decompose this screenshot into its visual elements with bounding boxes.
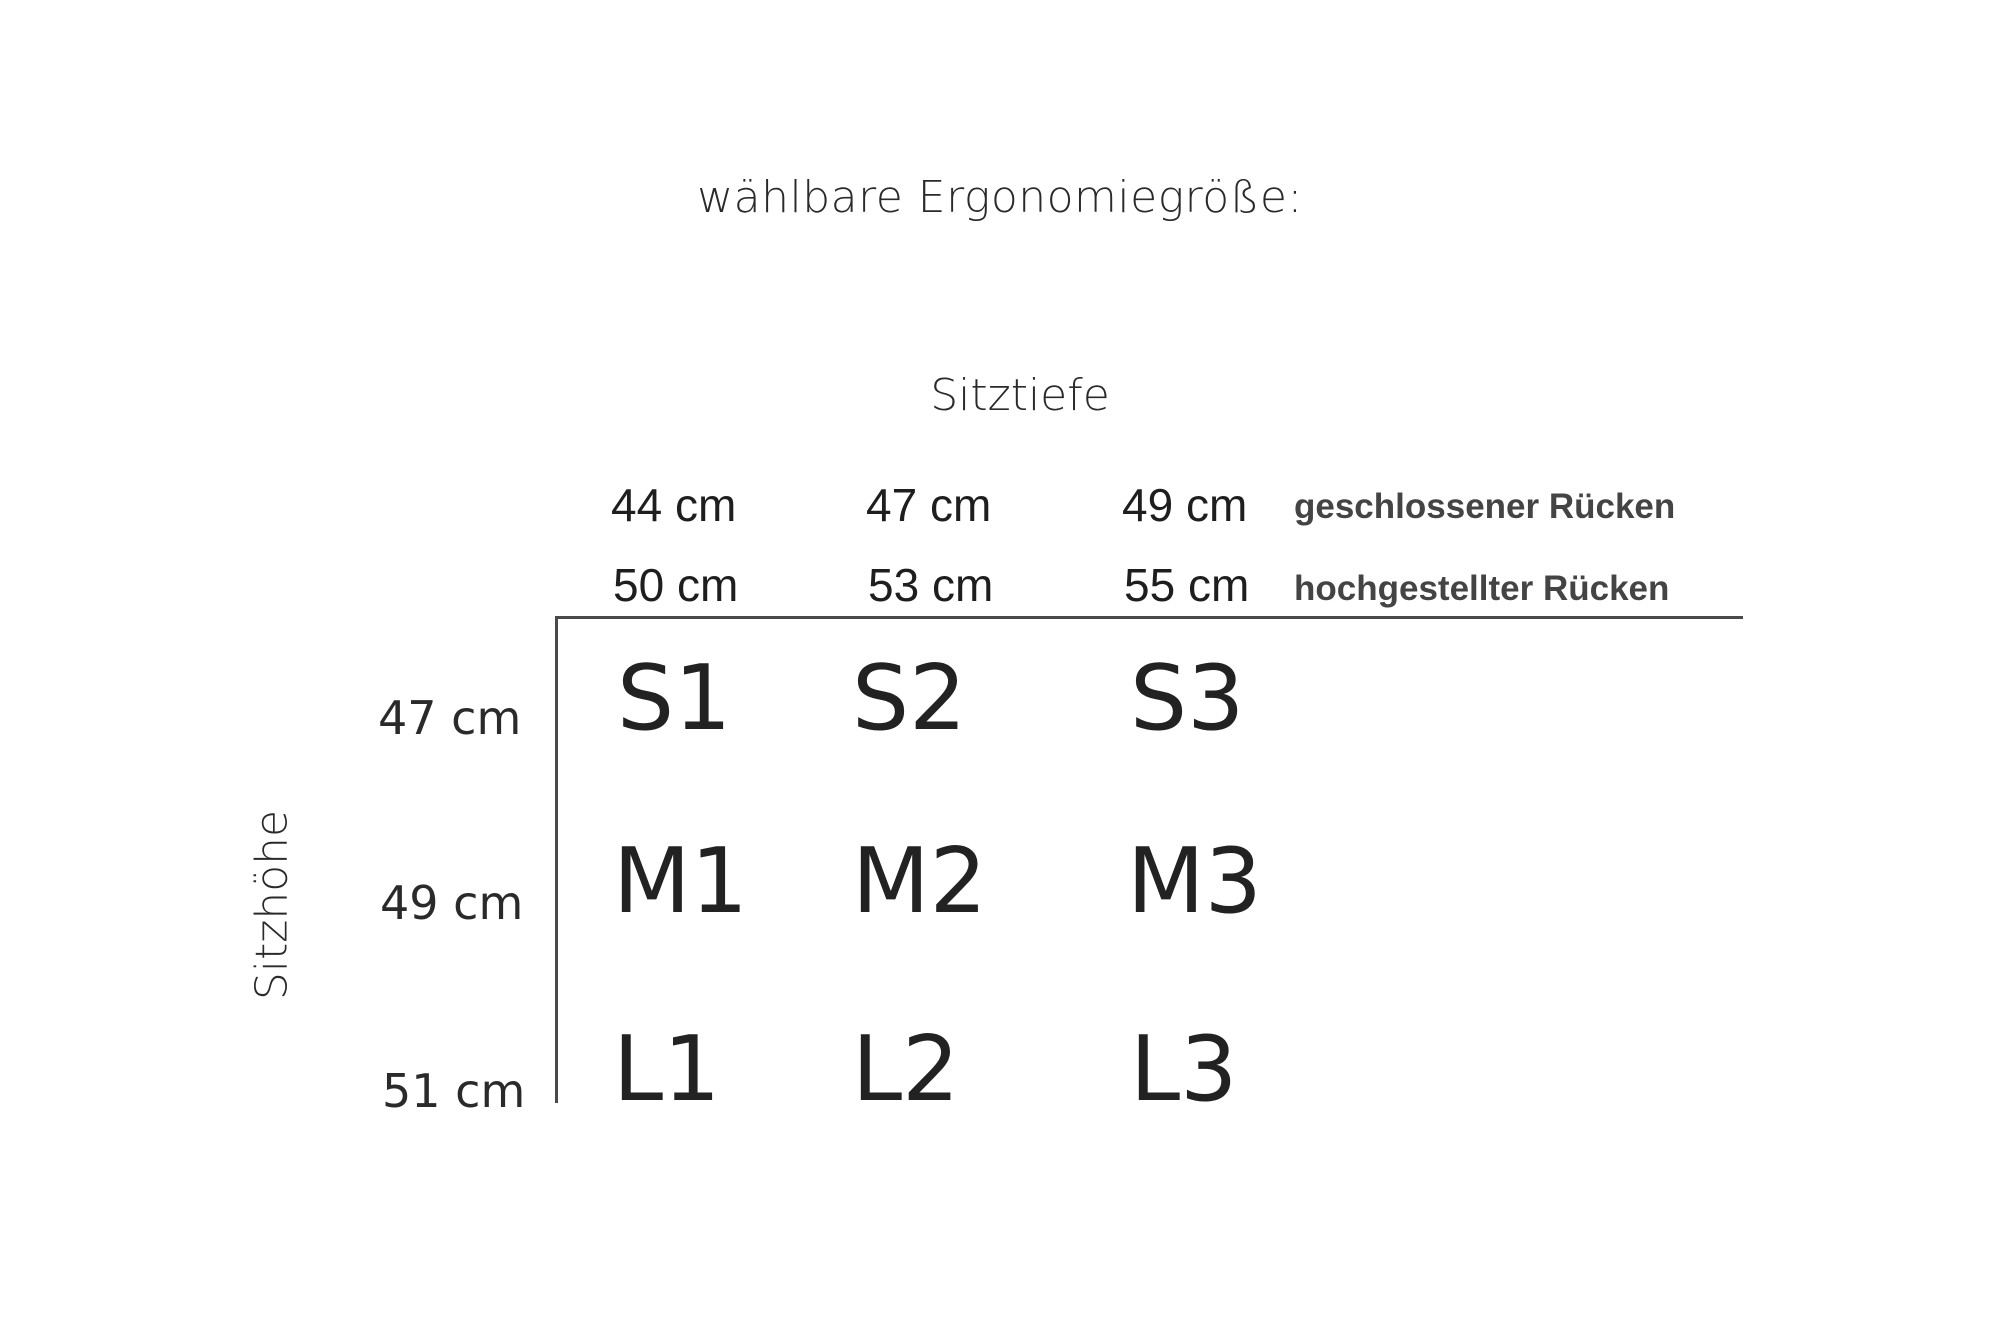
table-header-divider bbox=[555, 616, 1743, 619]
seat-height-row-3: 51 cm bbox=[382, 1064, 526, 1118]
seat-height-row-2: 49 cm bbox=[380, 876, 524, 930]
size-cell-l2: L2 bbox=[852, 1017, 960, 1122]
depth-closed-col-2: 47 cm bbox=[866, 479, 992, 531]
seat-height-row-1: 47 cm bbox=[378, 691, 522, 745]
back-type-closed: geschlossener Rücken bbox=[1294, 487, 1676, 526]
size-cell-s3: S3 bbox=[1130, 646, 1245, 751]
back-type-raised: hochgestellter Rücken bbox=[1294, 569, 1670, 608]
size-cell-m2: M2 bbox=[852, 829, 987, 934]
size-cell-m3: M3 bbox=[1127, 829, 1262, 934]
depth-raised-col-3: 55 cm bbox=[1124, 559, 1250, 611]
size-cell-l3: L3 bbox=[1130, 1017, 1238, 1122]
depth-raised-col-2: 53 cm bbox=[868, 559, 994, 611]
depth-closed-col-1: 44 cm bbox=[611, 479, 737, 531]
seat-depth-label: Sitztiefe bbox=[930, 370, 1110, 421]
size-cell-l1: L1 bbox=[613, 1017, 721, 1122]
depth-raised-col-1: 50 cm bbox=[613, 559, 739, 611]
size-cell-m1: M1 bbox=[613, 829, 748, 934]
seat-height-label: Sitzhöhe bbox=[246, 809, 298, 1001]
size-cell-s1: S1 bbox=[617, 646, 732, 751]
size-cell-s2: S2 bbox=[852, 646, 967, 751]
table-row-divider bbox=[555, 616, 558, 1103]
depth-closed-col-3: 49 cm bbox=[1122, 479, 1248, 531]
page-title: wählbare Ergonomiegröße: bbox=[697, 172, 1303, 223]
